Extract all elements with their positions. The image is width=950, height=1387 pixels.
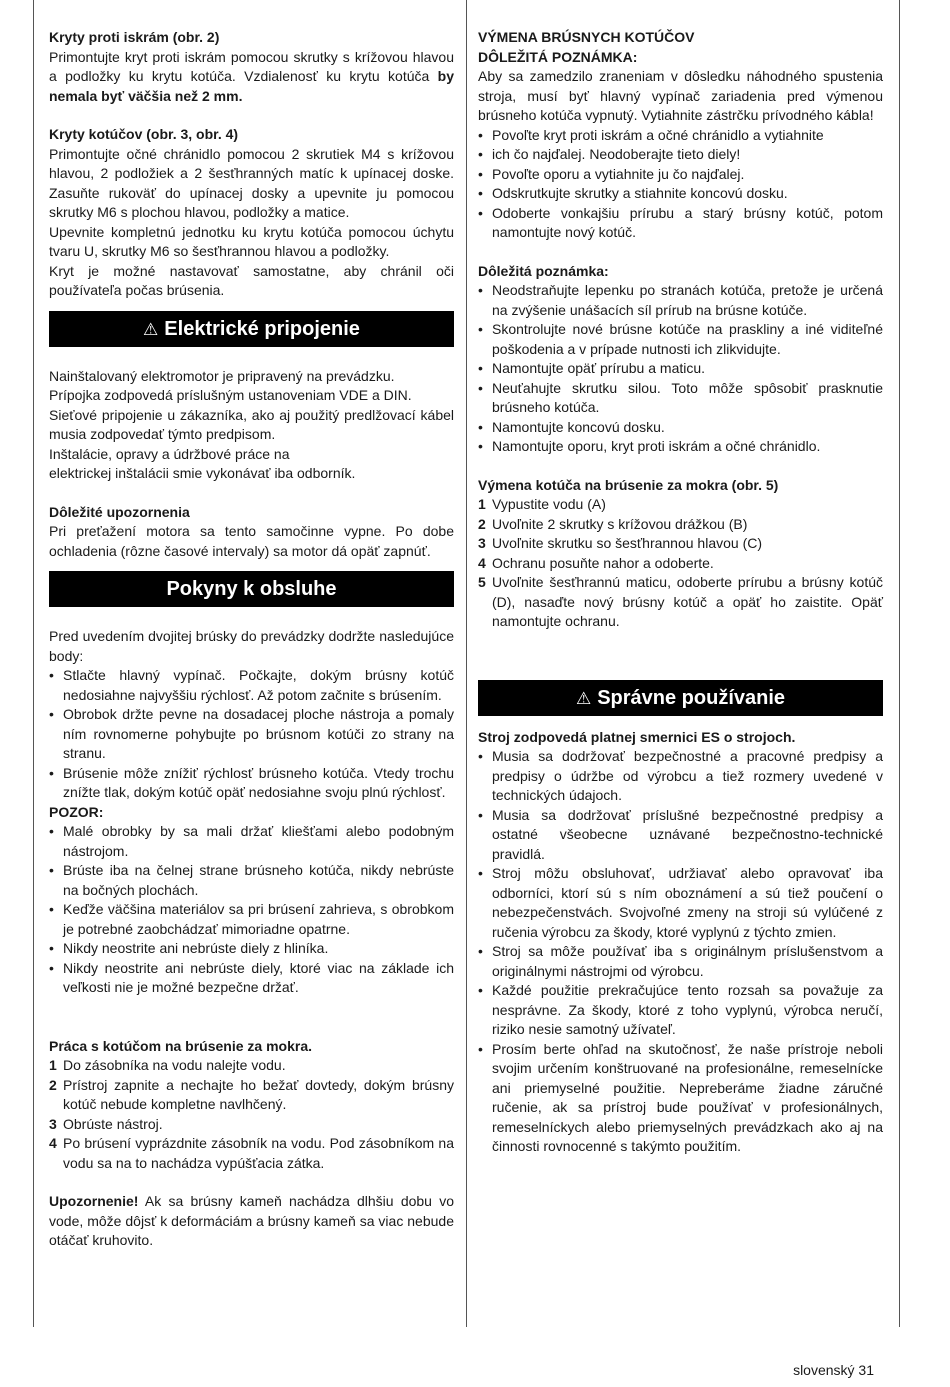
list-item: • Neodstraňujte lepenku po stranách kotúča, pretože je určená na zvýšenie unášacích síl prírub na brúsne kotúče. xyxy=(478,281,883,320)
paragraph: Prípojka zodpovedá príslušným ustanoveniam VDE a DIN. xyxy=(49,387,412,403)
list-item: • Musia sa dodržovať príslušné bezpečnostné predpisy a ostatné všeobecne uznávané bezpečnostno-technické pravidlá. xyxy=(478,806,883,865)
list-item: • Namontujte koncovú dosku. xyxy=(478,418,883,438)
section-subtitle: DÔLEŽITÁ POZNÁMKA: xyxy=(478,48,638,65)
list-item xyxy=(478,573,883,632)
left-column xyxy=(49,0,454,1251)
bullet-list xyxy=(49,666,454,803)
section-title: Výmena kotúča na brúsenie za mokra (obr. 5) xyxy=(478,476,779,493)
section-title: Stroj zodpovedá platnej smernici ES o strojoch. xyxy=(478,728,796,745)
bullet-list xyxy=(478,126,883,243)
paragraph-text: Primontujte kryt proti iskrám pomocou skrutky s krížovou hlavou a podložky ku krytu kotúča. Vzdialenosť ku krytu kotúča xyxy=(49,48,454,84)
banner-spravne-pouzivanie xyxy=(478,680,883,716)
banner-pokyny-k-obsluhe xyxy=(49,571,454,607)
list-item xyxy=(49,1056,454,1076)
step-number: 3 xyxy=(478,535,486,551)
section-title: Kryty kotúčov (obr. 3, obr. 4) xyxy=(49,126,239,142)
list-item: • Každé použitie prekračujúce tento rozsah sa považuje za nesprávne. Za škody, ktoré z toho vyplynú, výrobca neručí, riziko nesie samotný užívateľ. xyxy=(478,981,883,1040)
right-column xyxy=(478,0,883,1157)
list-item: • Brúsenie môže znížiť rýchlosť brúsneho kotúča. Vtedy trochu znížte tlak, dokým kotúč opäť nedosiahne svoju plnú rýchlosť. xyxy=(49,764,454,803)
bullet-list xyxy=(478,747,883,1157)
numbered-list xyxy=(478,495,883,632)
section-title: Práca s kotúčom na brúsenie za mokra. xyxy=(49,1037,312,1054)
paragraph-bold-text: Upozornenie! xyxy=(49,1193,139,1209)
list-item: • Nikdy neostrite ani nebrúste diely z hliníka. xyxy=(49,939,454,959)
list-item xyxy=(478,554,883,574)
banner-elektricke-pripojenie xyxy=(49,311,454,347)
list-item: • Namontujte opäť prírubu a maticu. xyxy=(478,359,883,379)
pozor-label: POZOR: xyxy=(49,803,104,820)
step-text: Uvoľnite skrutku so šesťhrannou hlavou (C) xyxy=(492,535,763,551)
banner-title: Správne používanie xyxy=(597,686,786,709)
list-item: • Prosím berte ohľad na skutočnosť, že naše prístroje neboli svojim určením konštruované na profesionálne, remeselnícke ani priemyselné použitie. Nepreberáme žiadne záručné ručenie, ak sa prístroj bude používať v profesionálnych, remeselníckych alebo priemyselných prevádzkach ako aj na činnosti rovnocenné s takýmto použitím. xyxy=(478,1040,883,1157)
page-number: slovenský 31 xyxy=(793,1362,874,1378)
bullet-list xyxy=(49,822,454,998)
paragraph-bold-text: by nemala byť väčšia než 2 mm. xyxy=(49,68,455,104)
bullet-list xyxy=(478,281,883,457)
warning-triangle-icon: ⚠ xyxy=(143,319,159,339)
paragraph: Inštalácie, opravy a údržbové práce na xyxy=(49,445,290,462)
section-spravne-pouzivanie xyxy=(478,728,883,1157)
paragraph: Sieťové pripojenie u zákazníka, ako aj použitý predlžovací kábel musia zodpovedať týmto predpisom. xyxy=(49,406,454,442)
step-number: 5 xyxy=(478,574,486,590)
list-item xyxy=(478,515,883,535)
banner-title: Elektrické pripojenie xyxy=(164,317,360,340)
step-text: Uvoľnite šesťhrannú maticu, odoberte prírubu a brúsny kotúč (D), nasaďte nový brúsny kotúč a opäť ho zaistite. Opäť namontujte ochranu. xyxy=(492,574,883,629)
banner-title: Pokyny k obsluhe xyxy=(166,578,337,600)
step-number: 4 xyxy=(49,1135,57,1151)
list-item: • Namontujte oporu, kryt proti iskrám a očné chránidlo. xyxy=(478,437,883,457)
step-number: 2 xyxy=(478,515,486,532)
paragraph: Primontujte očné chránidlo pomocou 2 skrutiek M4 s krížovou hlavou, 2 podložiek a 2 šesťhranných matíc k upínacej doske. Zasuňte rukoväť do upínacej dosky a upevnite ju pomocou skrutky M6 s plochou hlavou, podložky a matice. xyxy=(49,145,454,220)
step-text: Obrúste nástroj. xyxy=(63,1115,163,1132)
list-item: • Stroj sa môže používať iba s originálnym príslušenstvom a originálnymi nástrojmi od výrobcu. xyxy=(478,942,883,981)
section-dolezita-poznamka xyxy=(478,262,883,457)
list-item: • Neuťahujte skrutku silou. Toto môže spôsobiť prasknutie brúsneho kotúča. xyxy=(478,379,883,418)
warning-triangle-icon: ⚠ xyxy=(575,688,592,708)
list-item xyxy=(49,1134,454,1173)
paragraph: Upevnite kompletnú jednotku ku krytu kotúča pomocou úchytu tvaru U, skrutky M6 so šesťhrannou hlavou a podložky. xyxy=(49,223,454,259)
section-kryty-iskram xyxy=(49,28,454,106)
step-text: Vypustite vodu (A) xyxy=(492,496,606,512)
section-vymena xyxy=(478,28,883,243)
step-number: 2 xyxy=(49,1076,57,1093)
step-text: Prístroj zapnite a nechajte ho bežať dovtedy, dokým brúsny kotúč nebude kompletne navlhčený. xyxy=(63,1076,454,1112)
list-item: • Brúste iba na čelnej strane brúsneho kotúča, nikdy nebrúste na bočných plochách. xyxy=(49,861,454,900)
list-item xyxy=(49,1115,454,1135)
list-item: • Malé obrobky by sa mali držať kliešťami alebo podobným nástrojom. xyxy=(49,822,454,861)
list-item: • Stlačte hlavný vypínač. Počkajte, dokým brúsny kotúč nedosiahne najvyššiu rýchlosť. Až potom začnite s brúsením. xyxy=(49,666,454,705)
paragraph: Pred uvedením dvojitej brúsky do prevádzky dodržte nasledujúce body: xyxy=(49,628,454,664)
paragraph: Nainštalovaný elektromotor je pripravený na prevádzku. xyxy=(49,367,395,384)
list-item: • Skontrolujte nové brúsne kotúče na praskliny a iné viditeľné poškodenia a v prípade nutnosti ich zlikvidujte. xyxy=(478,320,883,359)
step-number: 1 xyxy=(49,1057,57,1073)
step-number: 4 xyxy=(478,554,486,571)
step-number: 1 xyxy=(478,496,486,512)
section-kryty-kotucov xyxy=(49,125,454,301)
step-number: 3 xyxy=(49,1115,57,1132)
paragraph-text: Ak sa brúsny kameň nachádza dlhšiu dobu vo vode, môže dôjsť k deformáciám a brúsny kameň sa viac nebude otáčať kruhovito. xyxy=(49,1193,454,1248)
list-item: • Musia sa dodržovať bezpečnostné a pracovné predpisy a predpisy o údržbe od výrobcu a tiež rozmery uvedené v technických údajoch. xyxy=(478,747,883,806)
list-item xyxy=(49,1076,454,1115)
list-item: • ich čo najďalej. Neodoberajte tieto diely! xyxy=(478,145,883,165)
list-item: • Odoberte vonkajšiu prírubu a starý brúsny kotúč, potom namontujte nový kotúč. xyxy=(478,204,883,243)
paragraph xyxy=(49,1192,454,1251)
list-item: • Stroj môžu obsluhovať, udržiavať alebo opravovať iba odborníci, ktorí sú s ním oboznámení a sú tiež poučení o nebezpečenstvách. Svojvoľné zmeny na stroji sú vylúčené z ručenia výrobcu za škody, ktoré vyplynú z týchto zmien. xyxy=(478,864,883,942)
numbered-list xyxy=(49,1056,454,1173)
list-item: • Keďže väčšina materiálov sa pri brúsení zahrieva, s obrobkom je potrebné zaobchádzať mimoriadne opatrne. xyxy=(49,900,454,939)
step-text: Po brúsení vyprázdnite zásobník na vodu. Pod zásobníkom na vodu sa na to nachádza vypúšťacia zátka. xyxy=(63,1135,454,1171)
section-upozornenie xyxy=(49,1192,454,1251)
right-margin-line xyxy=(899,0,900,1327)
list-item: • Odskrutkujte skrutky a stiahnite koncovú dosku. xyxy=(478,184,883,204)
section-title: Dôležitá poznámka: xyxy=(478,262,609,279)
step-text: Do zásobníka na vodu nalejte vodu. xyxy=(63,1057,286,1073)
list-item xyxy=(478,534,883,554)
list-item: • Obrobok držte pevne na dosadacej ploche nástroja a pomaly ním rovnomerne pohybujte po brúsnom kotúči zo strany na stranu. xyxy=(49,705,454,764)
paragraph: Aby sa zamedzilo zraneniam v dôsledku náhodného spustenia stroja, musí byť hlavný vypínač zariadenia pred výmenou brúsneho kotúča vypnutý. Vytiahnite zástrčku prívodného kábla! xyxy=(478,68,883,123)
section-praca-mokra xyxy=(49,1037,454,1174)
paragraph: elektrickej inštalácii smie vykonávať iba odborník. xyxy=(49,465,356,481)
list-item xyxy=(478,495,883,515)
section-title: Kryty proti iskrám (obr. 2) xyxy=(49,29,220,45)
paragraph: Kryt je možné nastavovať samostatne, aby chránil oči používateľa počas brúsenia. xyxy=(49,262,454,298)
step-text: Ochranu posuňte nahor a odoberte. xyxy=(492,554,714,571)
list-item: • Povoľte kryt proti iskrám a očné chránidlo a vytiahnite xyxy=(478,126,883,146)
center-divider-line xyxy=(466,0,467,1327)
list-item: • Povoľte oporu a vytiahnite ju čo najďalej. xyxy=(478,165,883,185)
section-title: Dôležité upozornenia xyxy=(49,503,190,520)
section-dolezite-upozornenia xyxy=(49,503,454,562)
section-vymena-mokra xyxy=(478,476,883,632)
section-title: VÝMENA BRÚSNYCH KOTÚČOV xyxy=(478,29,695,45)
paragraph: Pri preťažení motora sa tento samočinne vypne. Po dobe ochladenia (rôzne časové intervaly) sa motor dá opäť zapnúť. xyxy=(49,523,454,559)
paragraph xyxy=(49,48,454,107)
left-margin-line xyxy=(33,0,34,1327)
step-text: Uvoľnite 2 skrutky s krížovou drážkou (B) xyxy=(492,515,748,532)
section-elektricke xyxy=(49,367,454,484)
section-pokyny xyxy=(49,627,454,998)
list-item: • Nikdy neostrite ani nebrúste diely, ktoré viac na základe ich veľkosti nie je možné bezpečne držať. xyxy=(49,959,454,998)
